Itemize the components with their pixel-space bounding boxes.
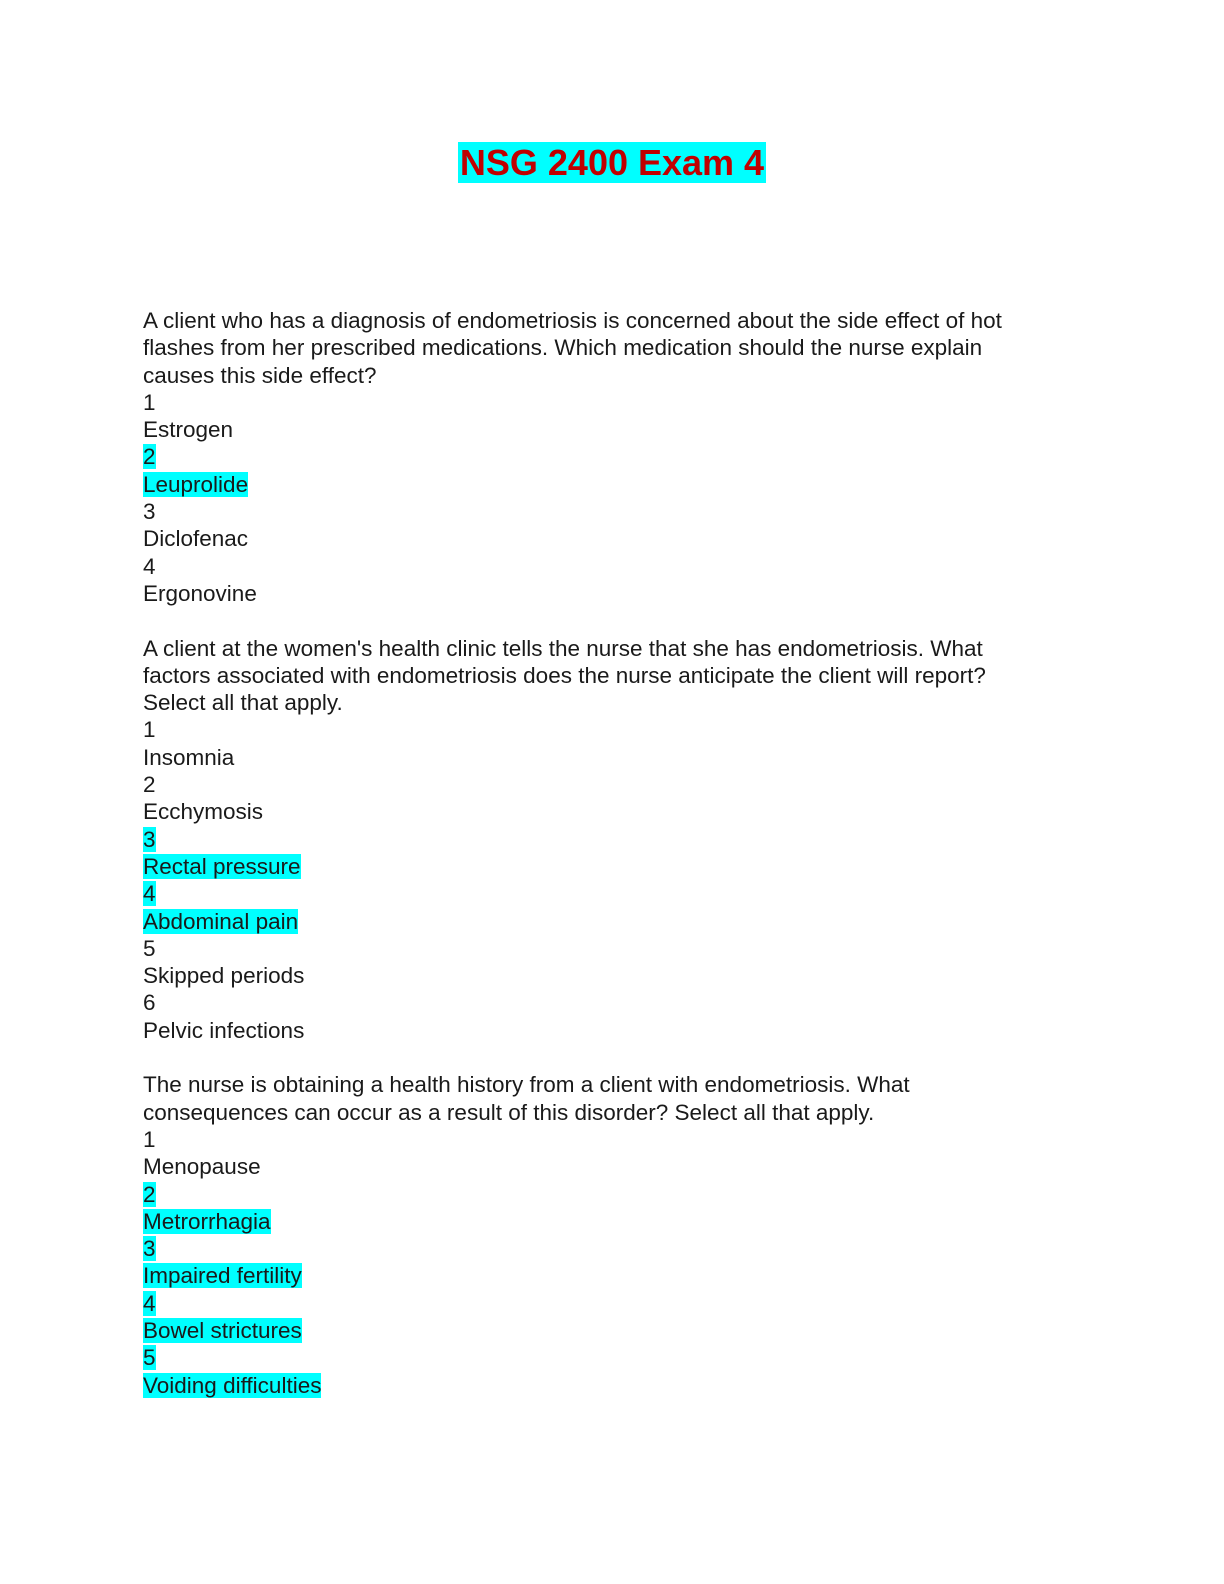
- option-text: Diclofenac: [143, 526, 249, 552]
- answer-option-correct: [143, 1344, 1073, 1399]
- question-stem: [143, 635, 1073, 717]
- option-number: 3: [143, 826, 156, 852]
- option-text: Pelvic infections: [143, 1017, 305, 1043]
- page-title: [0, 141, 1224, 184]
- option-number: 1: [143, 1126, 156, 1152]
- answer-option: [143, 553, 1073, 608]
- page-title-text: NSG 2400 Exam 4: [459, 142, 765, 183]
- answer-option-correct: [143, 443, 1073, 498]
- option-number: 2: [143, 444, 156, 470]
- option-number: 2: [143, 772, 156, 798]
- answer-option-correct: [143, 1181, 1073, 1236]
- stem-line: factors associated with endometriosis does the nurse anticipate the client will report?: [143, 662, 986, 688]
- option-text: Impaired fertility: [143, 1263, 302, 1289]
- option-text: Voiding difficulties: [143, 1372, 322, 1398]
- answer-option-correct: [143, 826, 1073, 881]
- answer-option: [143, 989, 1073, 1044]
- option-number: 5: [143, 935, 156, 961]
- question-3: [143, 1071, 1073, 1399]
- stem-line: causes this side effect?: [143, 362, 377, 388]
- question-stem: [143, 307, 1073, 389]
- answer-option: [143, 1126, 1073, 1181]
- answer-option-correct: [143, 880, 1073, 935]
- option-number: 3: [143, 1236, 156, 1262]
- option-number: 5: [143, 1345, 156, 1371]
- option-number: 1: [143, 389, 156, 415]
- answer-option: [143, 716, 1073, 771]
- answer-option: [143, 935, 1073, 990]
- option-number: 4: [143, 881, 156, 907]
- option-text: Metrorrhagia: [143, 1208, 271, 1234]
- option-text: Leuprolide: [143, 471, 249, 497]
- option-text: Rectal pressure: [143, 853, 301, 879]
- option-text: Ecchymosis: [143, 799, 264, 825]
- option-text: Insomnia: [143, 744, 235, 770]
- answer-option: [143, 498, 1073, 553]
- question-2: [143, 635, 1073, 1044]
- option-text: Estrogen: [143, 417, 234, 443]
- option-number: 1: [143, 717, 156, 743]
- stem-line: flashes from her prescribed medications. Which medication should the nurse explain: [143, 335, 983, 361]
- answer-option-correct: [143, 1290, 1073, 1345]
- option-number: 2: [143, 1181, 156, 1207]
- question-1: [143, 307, 1073, 607]
- option-number: 3: [143, 499, 156, 525]
- option-number: 4: [143, 1290, 156, 1316]
- option-text: Bowel strictures: [143, 1317, 302, 1343]
- stem-line: A client who has a diagnosis of endometriosis is concerned about the side effect of hot: [143, 308, 1002, 333]
- stem-line: Select all that apply.: [143, 690, 343, 716]
- answer-option-correct: [143, 1235, 1073, 1290]
- option-text: Ergonovine: [143, 580, 257, 606]
- option-number: 6: [143, 990, 156, 1016]
- option-number: 4: [143, 553, 156, 579]
- stem-line: consequences can occur as a result of this disorder? Select all that apply.: [143, 1099, 875, 1125]
- stem-line: A client at the women's health clinic tells the nurse that she has endometriosis. What: [143, 635, 983, 661]
- answer-option: [143, 389, 1073, 444]
- option-text: Skipped periods: [143, 963, 305, 989]
- option-text: Abdominal pain: [143, 908, 299, 934]
- question-list: [143, 307, 1073, 1426]
- option-text: Menopause: [143, 1154, 261, 1180]
- question-stem: [143, 1071, 1073, 1126]
- stem-line: The nurse is obtaining a health history from a client with endometriosis. What: [143, 1072, 910, 1098]
- answer-option: [143, 771, 1073, 826]
